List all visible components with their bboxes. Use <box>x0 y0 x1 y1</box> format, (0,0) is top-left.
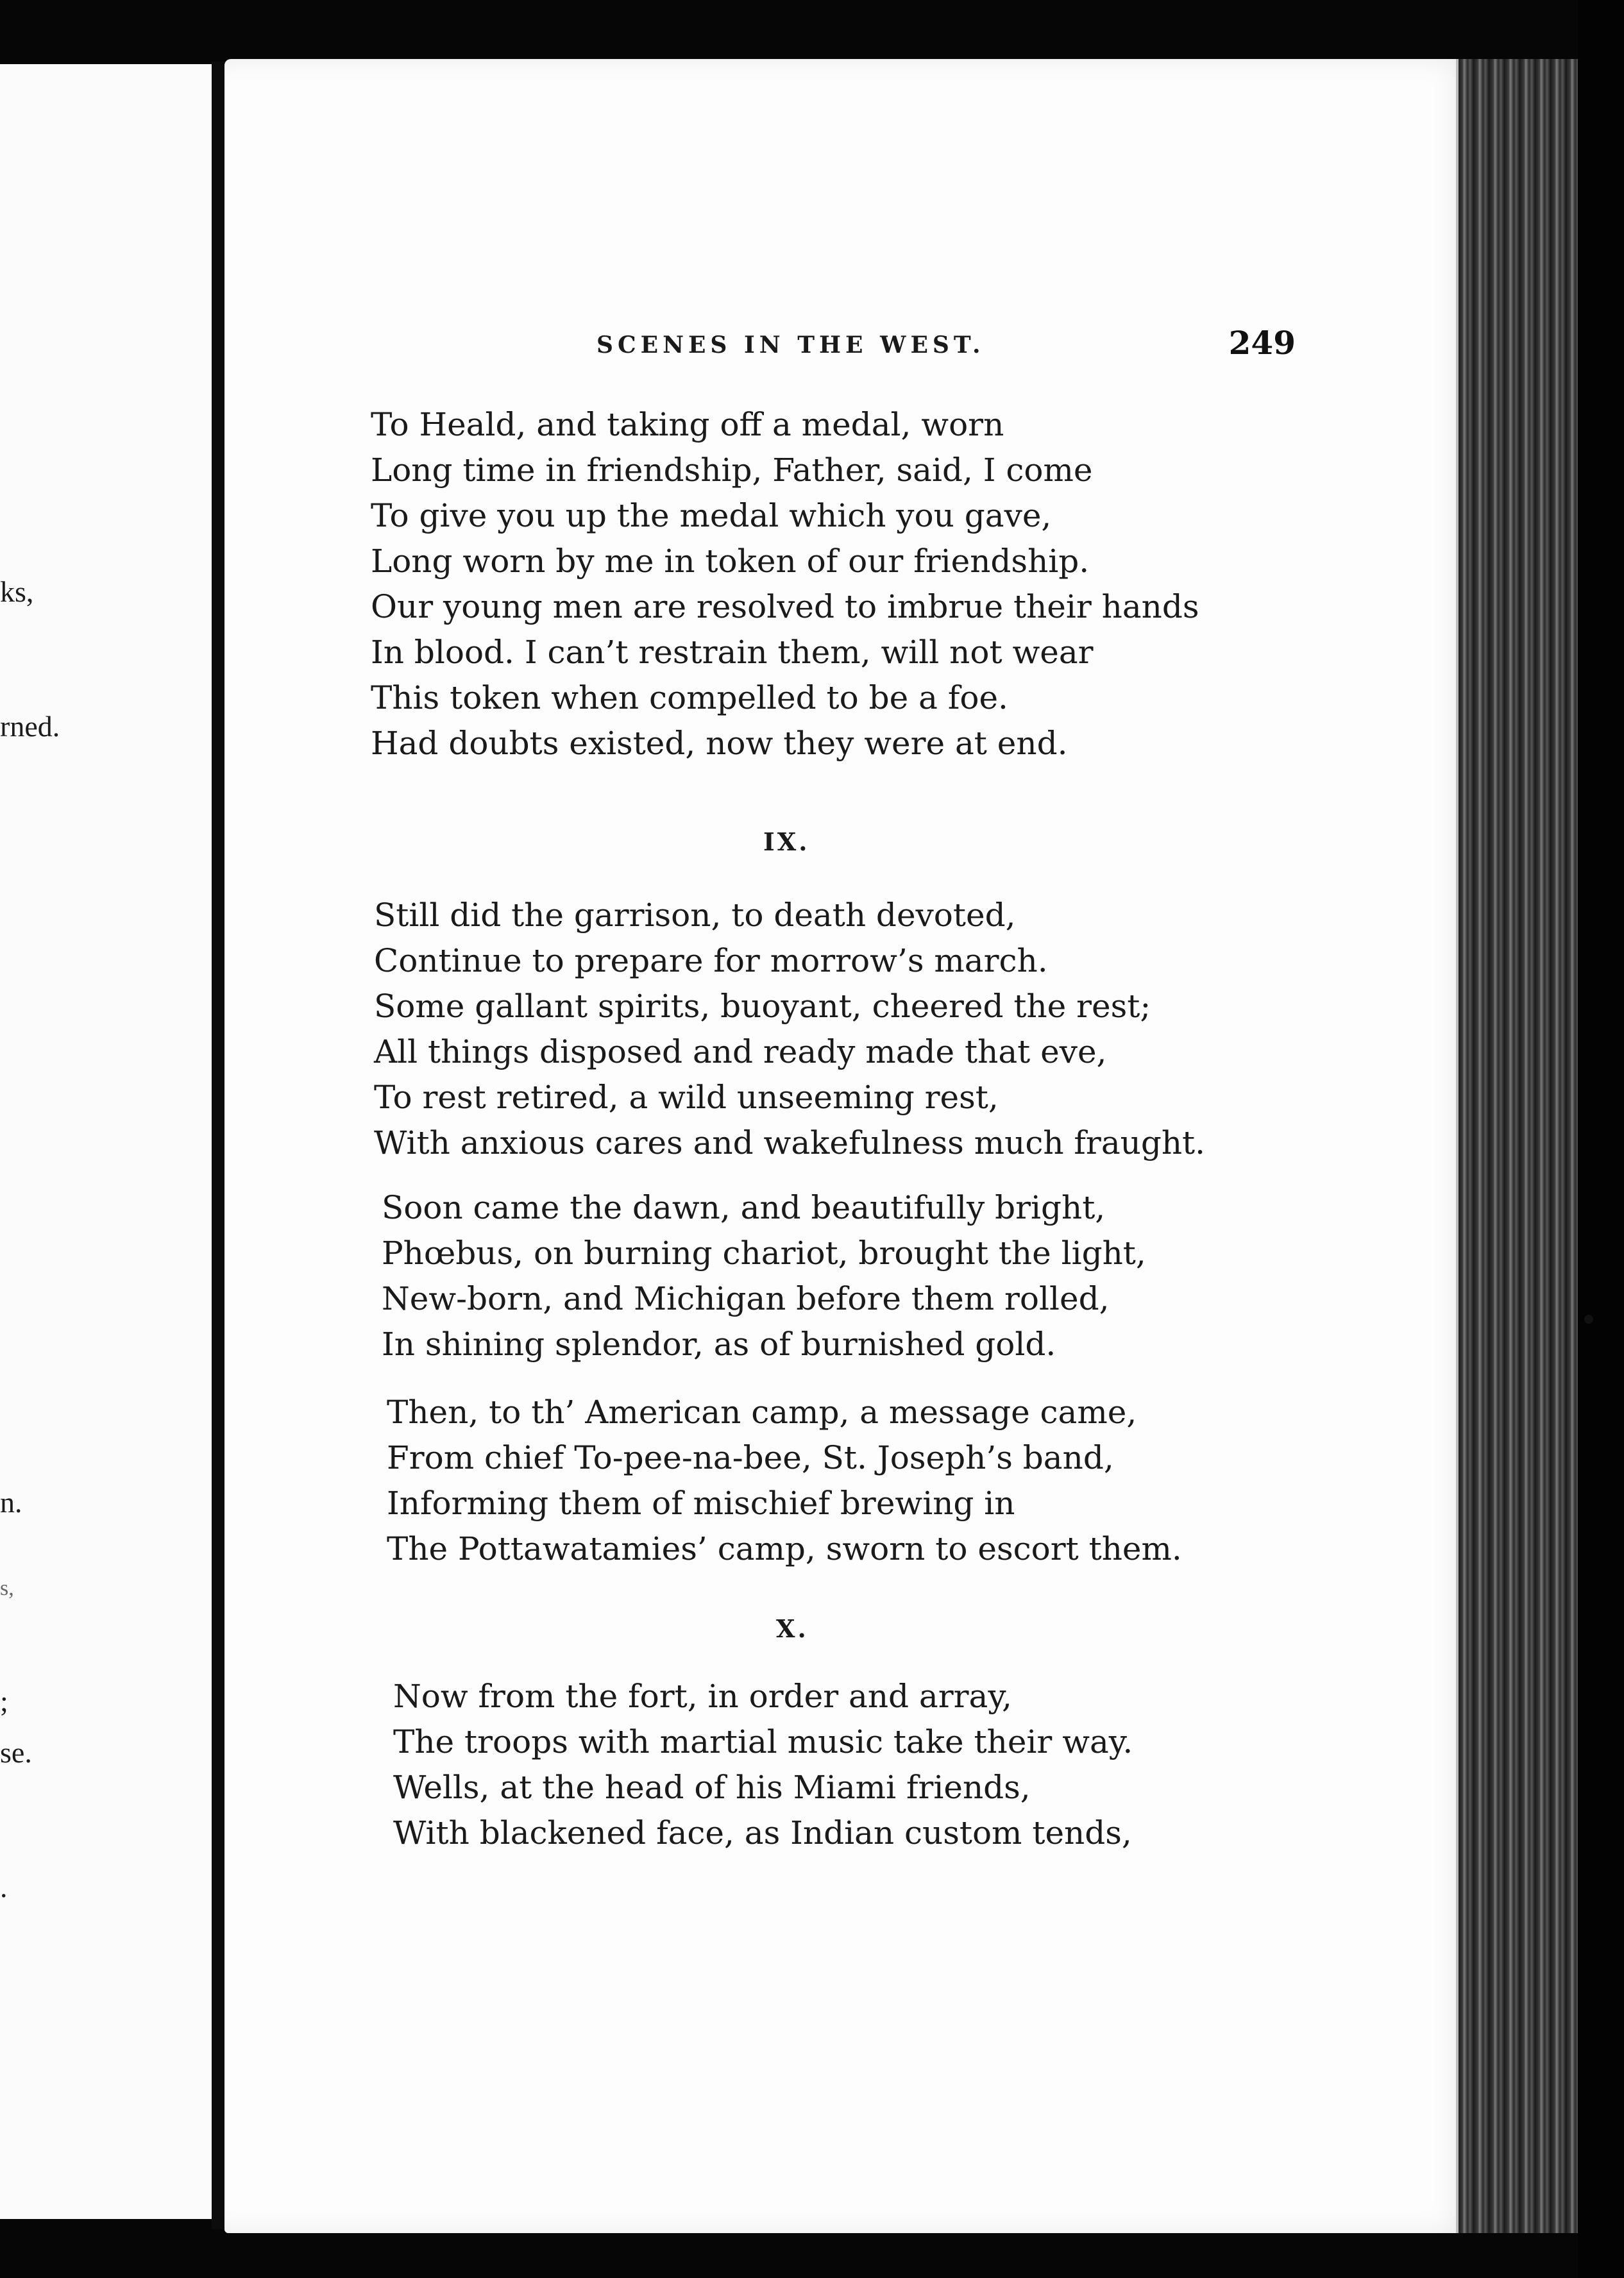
stanza <box>374 893 1205 1166</box>
verse-line: Our young men are resolved to imbrue their hands <box>371 588 1199 625</box>
verse-line: To Heald, and taking off a medal, worn <box>371 406 1004 443</box>
verse-line: With blackened face, as Indian custom tends, <box>393 1814 1132 1852</box>
verse-line: Still did the garrison, to death devoted, <box>374 897 1016 934</box>
running-title: SCENES IN THE WEST. <box>596 332 985 359</box>
verse-line: Long time in friendship, Father, said, I come <box>371 451 1093 489</box>
verse-line: The troops with martial music take their way. <box>393 1723 1133 1760</box>
verse-line: To give you up the medal which you gave, <box>371 497 1052 534</box>
stanza <box>387 1390 1182 1572</box>
stanza <box>382 1185 1146 1367</box>
verse-line: To rest retired, a wild unseeming rest, <box>374 1079 999 1116</box>
left-page-fragment: ks, <box>0 575 34 608</box>
left-page-fragment: rned. <box>0 710 60 743</box>
verse-line: Then, to th’ American camp, a message came, <box>387 1394 1137 1431</box>
scan-speck <box>1584 1315 1593 1324</box>
verse-line: Long worn by me in token of our friendship. <box>371 543 1090 580</box>
section-number: X. <box>776 1614 809 1643</box>
verse-line: In blood. I can’t restrain them, will not wear <box>371 634 1094 671</box>
left-page <box>0 64 217 2219</box>
left-page-fragment: s, <box>0 1576 14 1600</box>
verse-line: Had doubts existed, now they were at end. <box>371 725 1068 762</box>
page-number: 249 <box>1228 324 1296 362</box>
section-number: IX. <box>763 827 810 856</box>
left-page-fragment: . <box>0 1871 8 1903</box>
verse-line: Phœbus, on burning chariot, brought the light, <box>382 1235 1146 1272</box>
left-page-fragment: ; <box>0 1685 8 1717</box>
verse-line: Wells, at the head of his Miami friends, <box>393 1769 1031 1806</box>
left-page-fragment: n. <box>0 1486 22 1519</box>
verse-line: Now from the fort, in order and array, <box>393 1678 1012 1715</box>
verse-line: New-born, and Michigan before them rolled, <box>382 1280 1110 1317</box>
verse-line: All things disposed and ready made that eve, <box>374 1033 1107 1070</box>
stanza <box>371 402 1199 766</box>
left-page-fragment: se. <box>0 1736 32 1769</box>
running-head <box>366 324 1296 369</box>
verse-line: Continue to prepare for morrow’s march. <box>374 942 1048 979</box>
scan-border <box>1578 0 1624 2278</box>
verse-line: Informing them of mischief brewing in <box>387 1485 1015 1522</box>
page-edges <box>1456 59 1580 2233</box>
verse-line: From chief To-pee-na-bee, St. Joseph’s band, <box>387 1439 1114 1476</box>
verse-line: The Pottawatamies’ camp, sworn to escort them. <box>387 1530 1182 1567</box>
verse-line: This token when compelled to be a foe. <box>371 679 1008 716</box>
verse-line: With anxious cares and wakefulness much fraught. <box>374 1124 1206 1161</box>
verse-line: Some gallant spirits, buoyant, cheered the rest; <box>374 988 1151 1025</box>
verse-line: Soon came the dawn, and beautifully bright, <box>382 1189 1106 1226</box>
verse-line: In shining splendor, as of burnished gold. <box>382 1326 1056 1363</box>
stanza <box>393 1674 1133 1856</box>
